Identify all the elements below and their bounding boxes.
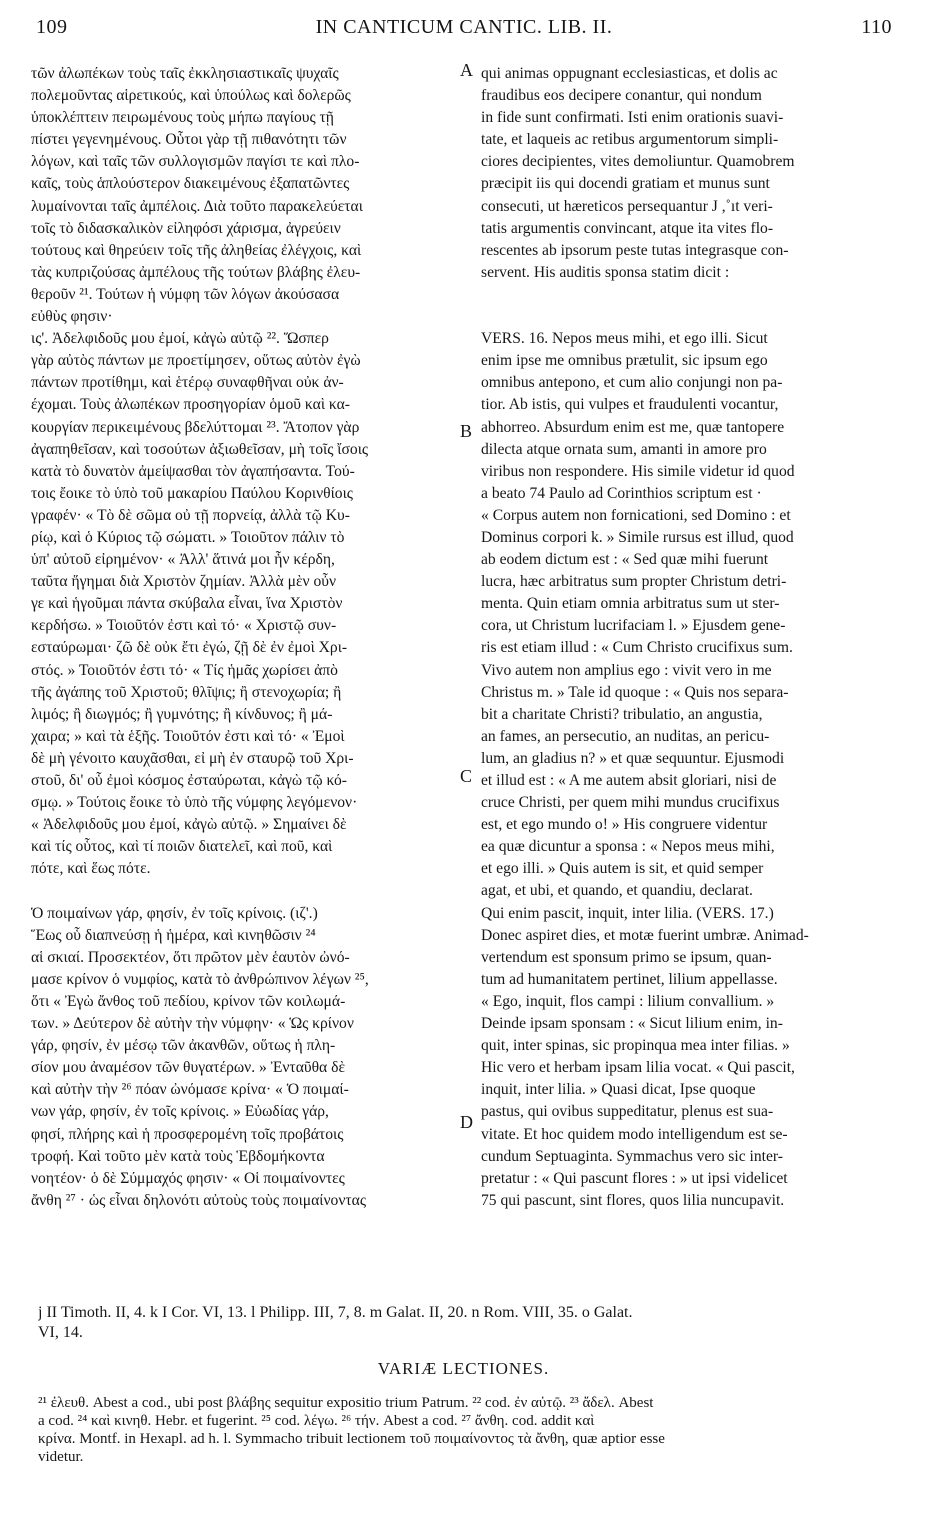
greek-line: στοῦ, δι' οὗ ἐμοὶ κόσμος ἐσταύρωται, κἀγὼ τῷ κό- bbox=[31, 772, 348, 789]
latin-line: et ego illi. » Quis autem is sit, et quid semper bbox=[481, 860, 764, 878]
greek-line: Ἕως οὗ διαπνεύσῃ ἡ ἡμέρα, καὶ κινηθῶσιν ²⁴ bbox=[31, 926, 316, 944]
greek-line: πάντων προτίθημι, καὶ ἑτέρῳ συναφθῆναι οὐκ ἀν- bbox=[31, 374, 344, 392]
greek-line: ὅτι « Ἐγὼ ἄνθος τοῦ πεδίου, κρίνον τῶν κοιλωμά- bbox=[31, 992, 346, 1010]
greek-line: γὰρ αὐτὸς πάντων με προετίμησεν, οὕτως αὐτὸν ἐγὼ bbox=[31, 352, 361, 370]
greek-line: νοητέον· ὁ δὲ Σύμμαχός φησιν· « Οἱ ποιμαίνοντες bbox=[31, 1169, 345, 1187]
greek-line: εὐθὺς φησιν· bbox=[31, 308, 113, 326]
greek-line: δὲ μὴ γένοιτο καυχᾶσθαι, εἰ μὴ ἐν σταυρῷ τοῦ Χρι- bbox=[31, 749, 354, 767]
greek-line: τῆς ἀγάπης τοῦ Χριστοῦ; θλῖψις; ἢ στενοχωρία; ἢ bbox=[31, 683, 342, 701]
latin-line: est, et ego mundo o! » His congruere videntur bbox=[481, 816, 768, 834]
latin-line: bit a charitate Christi? tribulatio, an angustia, bbox=[481, 705, 763, 723]
greek-line: εσταύρωμαι· ζῶ δὲ οὐκ ἔτι ἐγώ, ζῇ δὲ ἐν ἐμοὶ Χρι- bbox=[31, 639, 348, 657]
latin-line: Deinde ipsam sponsam : « Sicut lilium enim, in- bbox=[481, 1015, 783, 1033]
latin-line: consecuti, ut hæreticos persequantur J ,˚ıt veri- bbox=[481, 197, 773, 215]
latin-line: quit, inter spinas, sic propinqua mea inter filias. » bbox=[481, 1037, 790, 1055]
greek-line: στός. » Τοιοῦτόν ἐστι τό· « Τίς ἡμᾶς χωρίσει ἀπὸ bbox=[31, 661, 338, 679]
greek-line: τὰς κυπριζούσας ἀμπέλους τῆς τούτων βλάβης ἐλευ- bbox=[31, 263, 361, 281]
variae-line: videtur. bbox=[38, 1449, 84, 1465]
latin-line: cundum Septuaginta. Symmachus vero sic inter- bbox=[481, 1147, 783, 1165]
page-number-right: 110 bbox=[861, 16, 892, 38]
latin-line: a beato 74 Paulo ad Corinthios scriptum est · bbox=[481, 484, 762, 502]
latin-line: « Ego, inquit, flos campi : lilium convallium. » bbox=[481, 992, 775, 1010]
greek-line: φησί, πλήρης καὶ ἡ προσφερομένη τοῖς προβάτοις bbox=[31, 1125, 344, 1143]
greek-line: τοις ἔοικε τὸ ὑπὸ τοῦ μακαρίου Παύλου Κορινθίοις bbox=[31, 484, 353, 502]
latin-line: vitate. Et hoc quidem modo intelligendum est se- bbox=[481, 1125, 788, 1143]
running-title: IN CANTICUM CANTIC. LIB. II. bbox=[315, 16, 613, 38]
margin-letter-b: B bbox=[460, 421, 473, 441]
greek-line: τοῖς τὸ διδασκαλικὸν εἰληφόσι χάρισμα, ἀγρεύειν bbox=[31, 219, 341, 237]
greek-line: γε καὶ ἡγοῦμαι πάντα σκύβαλα εἶναι, ἵνα Χριστὸν bbox=[31, 595, 343, 613]
latin-line: Qui enim pascit, inquit, inter lilia. (VERS. 17.) bbox=[481, 904, 774, 922]
latin-line: VERS. 16. Nepos meus mihi, et ego illi. Sicut bbox=[481, 330, 768, 348]
greek-line: ταῦτα ἥγημαι διὰ Χριστὸν ζημίαν. Ἀλλὰ μὲν οὖν bbox=[31, 573, 337, 591]
latin-line: menta. Quin etiam omnia arbitratus sum ut ster- bbox=[481, 595, 780, 613]
greek-line: σίον μου ἀναμέσον τῶν θυγατέρων. » Ἐνταῦθα δὲ bbox=[31, 1059, 346, 1077]
latin-line: abhorreo. Absurdum enim est me, quæ tantopere bbox=[481, 418, 785, 436]
margin-letter-a: A bbox=[460, 60, 473, 80]
latin-line: ciores decipientes, vites demoliuntur. Quamobrem bbox=[481, 153, 795, 171]
greek-line: καὶ τίς οὗτος, καὶ τί ποιῶν διατελεῖ, καὶ ποῦ, καὶ bbox=[31, 838, 333, 856]
latin-line: in fide sunt confirmati. Isti enim orationis suavi- bbox=[481, 109, 784, 127]
greek-line: ἀγαπηθεῖσαν, καὶ τοσούτων ἀξιωθεῖσαν, μὴ τοῖς ἴσοις bbox=[31, 440, 369, 458]
latin-line: Hic vero et herbam ipsam lilia vocat. « Qui pascit, bbox=[481, 1059, 795, 1077]
greek-line: μασε κρίνον ὁ νυμφίος, κατὰ τὸ ἀνθρώπινον λέγων ²⁵, bbox=[31, 970, 369, 988]
variae-line: a cod. ²⁴ καὶ κινηθ. Hebr. et fugerint. ²⁵ cod. λέγω. ²⁶ τήν. Abest a cod. ²⁷ ἄνθη. cod. addit καὶ bbox=[38, 1413, 595, 1429]
margin-letter-c: C bbox=[460, 766, 473, 786]
latin-line: viribus non respondere. His simile videtur id quod bbox=[481, 462, 795, 480]
latin-line: pastus, qui ovibus suppeditatur, plenus est sua- bbox=[481, 1103, 774, 1121]
greek-line: « Ἀδελφιδοῦς μου ἐμοί, κἀγὼ αὐτῷ. » Σημαίνει δὲ bbox=[31, 816, 347, 834]
greek-line: έχομαι. Τοὺς ἀλωπέκων προσηγορίαν ὁμοῦ καὶ κα- bbox=[31, 396, 350, 414]
greek-line: κουργίαν περικειμένους βδελύττομαι ²³. Ἄτοπον γὰρ bbox=[31, 418, 360, 436]
greek-line: λυμαίνονται ταῖς ἀμπέλοις. Διὰ τοῦτο παρακελεύεται bbox=[31, 197, 363, 215]
latin-line: rescentes ab ipsorum peste tutas integrasque con- bbox=[481, 241, 789, 259]
greek-line: λόγων, καὶ ταῖς τῶν συλλογισμῶν παγίσι τε καὶ πλο- bbox=[31, 153, 360, 171]
variae-line: κρίνα. Montf. in Hexapl. ad h. l. Symmacho tribuit lectionem τοῦ ποιμαίνοντος τὰ ἄνθη, quæ aptior esse bbox=[38, 1431, 665, 1447]
latin-line: agat, et ubi, et quando, et quandiu, declarat. bbox=[481, 882, 753, 900]
greek-line: ὑπ' αὐτοῦ εἰρημένον· « Ἀλλ' ἅτινά μοι ἦν κέρδη, bbox=[31, 551, 335, 569]
latin-line: ea quæ dicuntur a sponsa : « Nepos meus mihi, bbox=[481, 838, 775, 856]
latin-line: Vivo autem non amplius ego : vivit vero in me bbox=[481, 661, 772, 679]
greek-line: αἱ σκιαί. Προσεκτέον, ὅτι πρῶτον μὲν ἑαυτὸν ὠνό- bbox=[31, 948, 350, 966]
latin-line: Christus m. » Tale id quoque : « Quis nos separa- bbox=[481, 683, 789, 701]
latin-line: Donec aspiret dies, et motæ fuerint umbræ. Animad- bbox=[481, 926, 809, 944]
greek-line: τούτους καὶ θηρεύειν τοῖς τῆς ἀληθείας ἐλέγχοις, καὶ bbox=[31, 241, 362, 259]
greek-line: ις'. Ἀδελφιδοῦς μου ἐμοί, κἀγὼ αὐτῷ ²². Ὥσπερ bbox=[31, 330, 329, 348]
latin-line: servent. His auditis sponsa statim dicit : bbox=[481, 263, 730, 281]
latin-line: lucra, hæc arbitratus sum propter Christum detri- bbox=[481, 573, 787, 591]
greek-line: ρίῳ, καὶ ὁ Κύριος τῷ σώματι. » Τοιοῦτον πάλιν τὸ bbox=[31, 528, 345, 546]
latin-line: vertendum est sponsum primo se ipsum, quan- bbox=[481, 948, 772, 966]
greek-line: σμῳ. » Τούτοις ἔοικε τὸ ὑπὸ τῆς νύμφης λεγόμενον· bbox=[31, 794, 358, 812]
greek-line: γραφέν· « Τὸ δὲ σῶμα οὐ τῇ πορνείᾳ, ἀλλὰ τῷ Κυ- bbox=[31, 506, 350, 524]
variae-line: ²¹ ἐλευθ. Abest a cod., ubi post βλάβης sequitur expositio trium Patrum. ²² cod. ἐν αὐτῷ. ²³ ἄδελ. Abest bbox=[38, 1395, 654, 1411]
running-header bbox=[36, 16, 892, 46]
latin-line: enim ipse me omnibus prætulit, sic ipsum ego bbox=[481, 352, 768, 370]
latin-line: tior. Ab istis, qui vulpes et fraudulenti vocantur, bbox=[481, 396, 779, 414]
latin-line bbox=[481, 306, 890, 328]
latin-line: inquit, inter lilia. » Quasi dicat, Ipse quoque bbox=[481, 1081, 756, 1099]
latin-line: tum ad humanitatem pertinet, lilium appellasse. bbox=[481, 970, 778, 988]
latin-line: Dominus corpori k. » Simile rursus est illud, quod bbox=[481, 528, 794, 546]
latin-line: 75 qui pascunt, sint flores, quos lilia nuncupavit. bbox=[481, 1191, 785, 1209]
greek-line: καὶ αὐτὴν τὴν ²⁶ πόαν ὠνόμασε κρίνα· « Ὁ ποιμαί- bbox=[31, 1081, 349, 1099]
greek-line: Ὁ ποιμαίνων γάρ, φησίν, ἐν τοῖς κρίνοις. (ιζ'.) bbox=[31, 904, 318, 922]
latin-line: « Corpus autem non fornicationi, sed Domino : et bbox=[481, 506, 791, 524]
latin-line: qui animas oppugnant ecclesiasticas, et dolis ac bbox=[481, 65, 778, 82]
greek-line: τροφή. Καὶ τοῦτο μὲν κατὰ τοὺς Ἑβδομήκοντα bbox=[31, 1147, 325, 1165]
greek-line: λιμός; ἢ διωγμός; ἢ γυμνότης; ἢ κίνδυνος; ἢ μά- bbox=[31, 705, 333, 723]
greek-line: νων γάρ, φησίν, ἐν τοῖς κρίνοις. » Εὐωδίας γάρ, bbox=[31, 1103, 329, 1121]
latin-line: lum, an gladius n? » et quæ sequuntur. Ejusmodi bbox=[481, 749, 785, 767]
latin-line: omnibus antepono, et cum alio conjungi non pa- bbox=[481, 374, 783, 392]
greek-line: καῖς, τοὺς ἁπλούστερον διακειμένους ἐξαπατῶντες bbox=[31, 175, 350, 193]
greek-line: κατὰ τὸ δυνατὸν ἀμείψασθαι τὸν ἀγαπήσαντα. Τού- bbox=[31, 462, 355, 480]
footnotes bbox=[38, 1303, 894, 1342]
latin-line: dilecta atque ornata sum, amanti in amore pro bbox=[481, 440, 767, 458]
greek-line bbox=[31, 880, 452, 902]
greek-line: τῶν ἀλωπέκων τοὺς ταῖς ἐκκλησιαστικαῖς ψυχαῖς bbox=[31, 65, 339, 82]
latin-line: et illud est : « A me autem absit gloriari, nisi de bbox=[481, 772, 777, 789]
latin-line: cruce Christi, per quem mihi mundus crucifixus bbox=[481, 794, 780, 812]
latin-line: fraudibus eos decipere conantur, qui nondum bbox=[481, 87, 762, 105]
margin-letter-d: D bbox=[460, 1112, 473, 1132]
greek-line: ὑποκλέπτειν πειρωμένους τοὺς μήπω παγίους τῇ bbox=[31, 109, 334, 127]
latin-line: cora, ut Christum lucrifaciam l. » Ejusdem gene- bbox=[481, 617, 786, 635]
footnote-line: VI, 14. bbox=[38, 1323, 83, 1341]
latin-text-column bbox=[481, 63, 890, 1212]
latin-line: an fames, an persecutio, an nuditas, an pericu- bbox=[481, 727, 770, 745]
greek-line: γάρ, φησίν, ἐν μέσῳ τῶν ἀκανθῶν, οὕτως ἡ πλη- bbox=[31, 1037, 336, 1055]
greek-line: κερδήσω. » Τοιοῦτόν ἐστι καὶ τό· « Χριστῷ συν- bbox=[31, 617, 337, 635]
latin-line: pretatur : « Qui pascunt flores : » ut ipsi videlicet bbox=[481, 1169, 788, 1187]
latin-line bbox=[481, 284, 890, 306]
latin-line: tatis argumentis convincant, atque ita vites flo- bbox=[481, 219, 774, 237]
variae-lectiones-title: VARIÆ LECTIONES. bbox=[377, 1359, 550, 1378]
greek-line: πότε, καὶ ἕως πότε. bbox=[31, 860, 151, 878]
greek-line: θεροῦν ²¹. Τούτων ἡ νύμφη τῶν λόγων ἀκούσασα bbox=[31, 285, 340, 303]
latin-line: præcipit iis qui docendi gratiam et munus sunt bbox=[481, 175, 770, 193]
greek-text-column bbox=[31, 63, 452, 1212]
variae-lectiones bbox=[38, 1394, 894, 1466]
latin-line: ris est etiam illud : « Cum Christo crucifixus sum. bbox=[481, 639, 793, 657]
footnote-line: j II Timoth. II, 4. k I Cor. VI, 13. l Philipp. III, 7, 8. m Galat. II, 20. n Rom. VIII, 35. o Galat. bbox=[38, 1304, 633, 1321]
greek-line: πίστει γεγενημένους. Οὗτοι γὰρ τῇ πιθανότητι τῶν bbox=[31, 131, 347, 149]
greek-line: πολεμοῦντας αἱρετικούς, καὶ ὑπούλως καὶ δολερῶς bbox=[31, 87, 351, 105]
latin-line: ab eodem dictum est : « Sed quæ mihi fuerunt bbox=[481, 551, 769, 569]
page-number-left: 109 bbox=[36, 16, 68, 38]
greek-line: χαιρα; » καὶ τὰ ἑξῆς. Τοιοῦτόν ἐστι καὶ τό· « Ἐμοὶ bbox=[31, 727, 345, 745]
greek-line: ἄνθη ²⁷ · ὡς εἶναι δηλονότι αὐτοὺς τοὺς ποιμαίνοντας bbox=[31, 1191, 367, 1209]
latin-line: tate, et laqueis ac retibus argumentorum simpli- bbox=[481, 131, 779, 149]
greek-line: των. » Δεύτερον δὲ αὐτὴν τὴν νύμφην· « Ὡς κρίνον bbox=[31, 1015, 354, 1033]
